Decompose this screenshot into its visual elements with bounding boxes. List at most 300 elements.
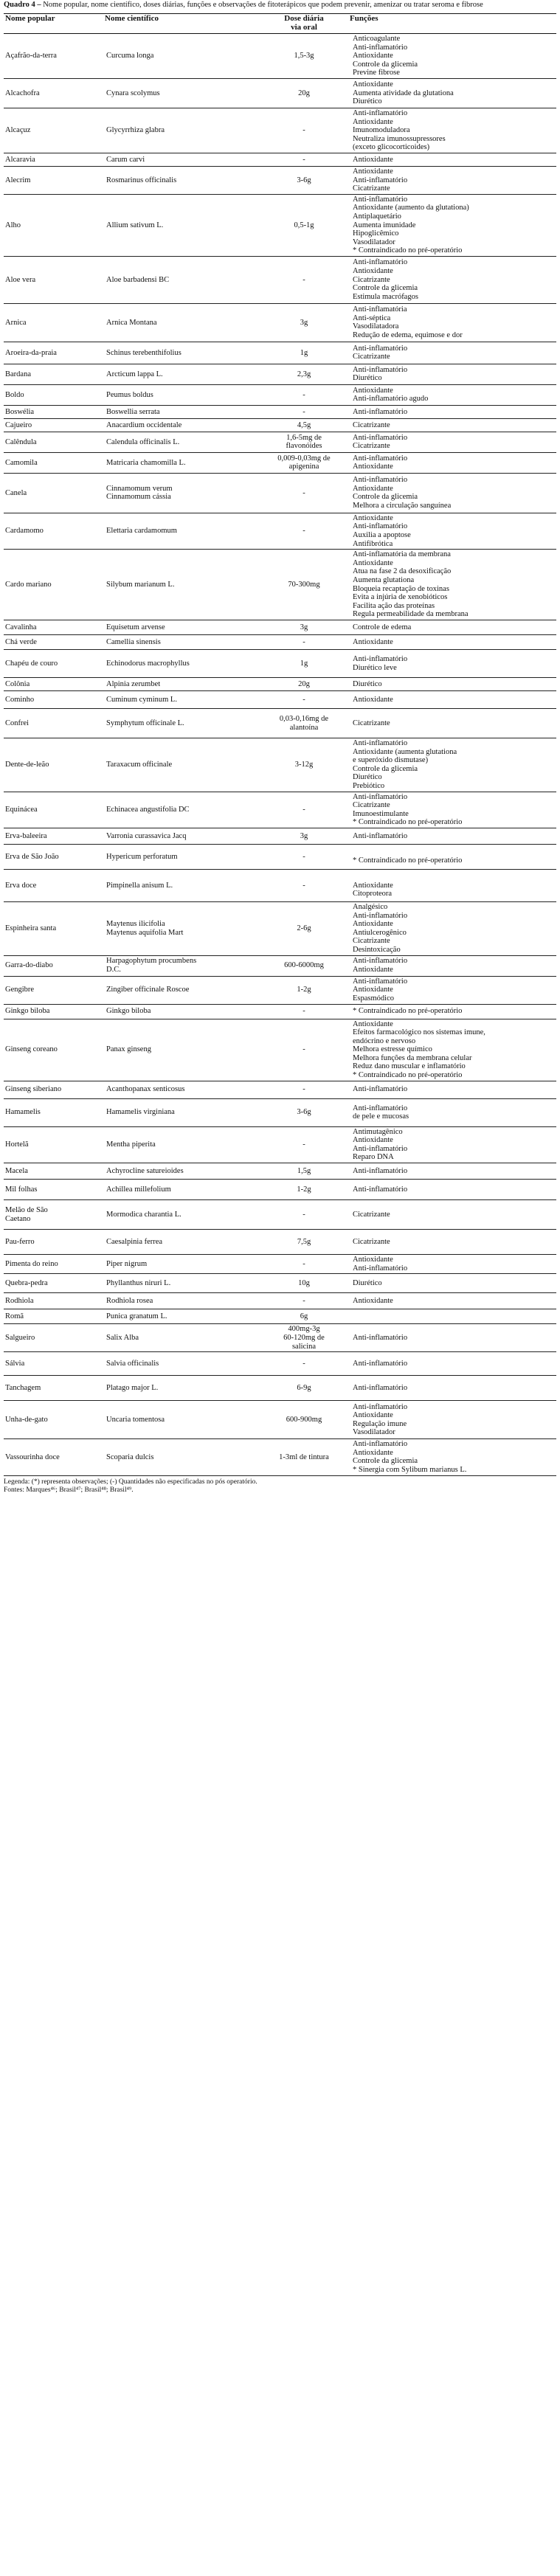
popular-name-line: Boldo bbox=[5, 390, 24, 399]
table-row bbox=[4, 384, 556, 405]
popular-name-cell bbox=[4, 452, 103, 473]
daily-dose-cell bbox=[260, 955, 348, 976]
table-row bbox=[4, 955, 556, 976]
header-daily-dose bbox=[260, 14, 348, 34]
functions-cell bbox=[348, 650, 556, 678]
scientific-name-cell bbox=[103, 1163, 260, 1180]
functions-cell bbox=[348, 166, 556, 194]
functions-line: Efeitos farmacológico nos sistemas imune, bbox=[353, 1028, 485, 1037]
popular-name-line: Pau-ferro bbox=[5, 1237, 35, 1246]
functions-line: Cicatrizante bbox=[353, 420, 390, 429]
functions-cell bbox=[348, 1352, 556, 1376]
scientific-name-cell bbox=[103, 635, 260, 650]
daily-dose-cell bbox=[260, 432, 348, 452]
functions-line: Antioxidante bbox=[353, 167, 393, 176]
popular-name-line: Romã bbox=[5, 1312, 24, 1320]
daily-dose-cell bbox=[260, 78, 348, 108]
functions-cell bbox=[348, 1081, 556, 1098]
functions-line: Antioxidante (aumenta glutationa bbox=[353, 747, 457, 756]
functions-cell bbox=[348, 194, 556, 256]
scientific-name-line: Cinnamomum cássia bbox=[106, 493, 171, 502]
popular-name-line: Garra-do-diabo bbox=[5, 961, 53, 970]
table-row bbox=[4, 1126, 556, 1163]
functions-line: Controle da glicemia bbox=[353, 284, 418, 293]
scientific-name-cell bbox=[103, 1126, 260, 1163]
table-row bbox=[4, 1324, 556, 1352]
functions-cell bbox=[348, 792, 556, 828]
table-row bbox=[4, 1163, 556, 1180]
popular-name-line: Ginseng coreano bbox=[5, 1045, 58, 1054]
daily-dose-cell bbox=[260, 650, 348, 678]
functions-line: Anti-inflamatório bbox=[353, 1359, 408, 1368]
table-row bbox=[4, 792, 556, 828]
functions-line: Anti-inflamatório bbox=[353, 195, 408, 204]
popular-name-cell bbox=[4, 303, 103, 342]
table-row bbox=[4, 153, 556, 166]
functions-cell bbox=[348, 1163, 556, 1180]
scientific-name-cell bbox=[103, 1274, 260, 1293]
functions-line: Anti-inflamatório bbox=[353, 108, 408, 117]
popular-name-line: Alho bbox=[5, 221, 21, 229]
functions-cell bbox=[348, 256, 556, 303]
daily-dose-line: - bbox=[303, 1210, 305, 1219]
scientific-name-cell bbox=[103, 1019, 260, 1081]
scientific-name-line: Calendula officinalis L. bbox=[106, 437, 180, 446]
scientific-name-line: Glycyrrhiza glabra bbox=[106, 126, 165, 135]
scientific-name-cell bbox=[103, 869, 260, 901]
functions-cell bbox=[348, 678, 556, 691]
daily-dose-line: 1g bbox=[300, 659, 308, 668]
scientific-name-line: Boswellia serrata bbox=[106, 407, 160, 416]
daily-dose-line: - bbox=[303, 1296, 305, 1305]
table-row bbox=[4, 1352, 556, 1376]
scientific-name-cell bbox=[103, 194, 260, 256]
scientific-name-line: Achyrocline satureioides bbox=[106, 1166, 184, 1175]
caption-label: Quadro 4 – bbox=[4, 1, 41, 9]
scientific-name-cell bbox=[103, 1324, 260, 1352]
daily-dose-line: 1,6-5mg de bbox=[286, 433, 322, 442]
popular-name-line: Alecrim bbox=[5, 176, 31, 184]
scientific-name-cell bbox=[103, 1098, 260, 1126]
scientific-name-line: Maytenus ilicifolia bbox=[106, 920, 165, 929]
daily-dose-cell bbox=[260, 418, 348, 432]
scientific-name-line: Allium sativum L. bbox=[106, 221, 164, 229]
daily-dose-line: - bbox=[303, 1085, 305, 1094]
table-row bbox=[4, 1081, 556, 1098]
scientific-name-line: Matricaria chamomilla L. bbox=[106, 458, 186, 467]
popular-name-line: Bardana bbox=[5, 370, 31, 378]
popular-name-cell bbox=[4, 1274, 103, 1293]
functions-cell bbox=[348, 976, 556, 1004]
functions-line: Hipoglicêmico bbox=[353, 229, 399, 238]
functions-line: Redução de edema, equimose e dor bbox=[353, 330, 463, 339]
functions-line: Aumenta imunidade bbox=[353, 221, 416, 229]
daily-dose-line: alantoína bbox=[289, 723, 319, 732]
functions-line: * Contraindicado no pré-operatório bbox=[353, 246, 463, 255]
table-caption bbox=[4, 0, 556, 10]
functions-line: Antioxidante bbox=[353, 695, 393, 704]
scientific-name-cell bbox=[103, 1004, 260, 1019]
popular-name-cell bbox=[4, 1126, 103, 1163]
popular-name-line: Rodhiola bbox=[5, 1296, 34, 1305]
daily-dose-cell bbox=[260, 1309, 348, 1324]
popular-name-cell bbox=[4, 691, 103, 709]
scientific-name-cell bbox=[103, 901, 260, 955]
daily-dose-cell bbox=[260, 691, 348, 709]
popular-name-cell bbox=[4, 342, 103, 364]
functions-cell bbox=[348, 869, 556, 901]
scientific-name-cell bbox=[103, 384, 260, 405]
table-row bbox=[4, 1255, 556, 1274]
popular-name-cell bbox=[4, 976, 103, 1004]
scientific-name-cell bbox=[103, 828, 260, 844]
daily-dose-cell bbox=[260, 1180, 348, 1200]
daily-dose-line: 1-2g bbox=[297, 1185, 311, 1194]
daily-dose-line: 3g bbox=[300, 831, 308, 840]
functions-line: Controle da glicemia bbox=[353, 60, 418, 69]
daily-dose-line: - bbox=[303, 1045, 305, 1054]
popular-name-cell bbox=[4, 256, 103, 303]
functions-cell bbox=[348, 635, 556, 650]
popular-name-line: Caetano bbox=[5, 1214, 31, 1223]
popular-name-line: Alcachofra bbox=[5, 89, 40, 97]
table-row bbox=[4, 256, 556, 303]
scientific-name-cell bbox=[103, 473, 260, 513]
daily-dose-line: 60-120mg de bbox=[283, 1333, 325, 1342]
functions-line: Antioxidante bbox=[353, 1256, 393, 1264]
functions-line: Antiulcerogênico bbox=[353, 928, 407, 937]
functions-cell bbox=[348, 1274, 556, 1293]
functions-line: Antimutagênico bbox=[353, 1127, 403, 1136]
functions-line: Neutraliza imunossupressores bbox=[353, 134, 446, 143]
table-row bbox=[4, 1293, 556, 1309]
functions-line: Vasodilatador bbox=[353, 1428, 395, 1437]
daily-dose-cell bbox=[260, 635, 348, 650]
daily-dose-cell bbox=[260, 166, 348, 194]
scientific-name-line: Arcticum lappa L. bbox=[106, 370, 163, 378]
functions-line: Antioxidante bbox=[353, 1136, 393, 1145]
functions-cell bbox=[348, 691, 556, 709]
daily-dose-line: - bbox=[303, 126, 305, 135]
popular-name-line: Dente-de-leão bbox=[5, 760, 49, 769]
scientific-name-cell bbox=[103, 1401, 260, 1439]
functions-line: Diurético leve bbox=[353, 663, 397, 672]
scientific-name-cell bbox=[103, 1081, 260, 1098]
scientific-name-line: Mormodica charantia L. bbox=[106, 1210, 182, 1219]
daily-dose-cell bbox=[260, 1004, 348, 1019]
popular-name-line: Cardo mariano bbox=[5, 580, 52, 589]
functions-line: Melhora estresse químico bbox=[353, 1045, 432, 1054]
functions-cell bbox=[348, 1019, 556, 1081]
daily-dose-line: - bbox=[303, 527, 305, 536]
functions-cell bbox=[348, 1004, 556, 1019]
functions-line: Anti-inflamatório bbox=[353, 1402, 408, 1411]
functions-cell bbox=[348, 1200, 556, 1230]
functions-line: Anti-inflamatório bbox=[353, 1383, 408, 1392]
functions-cell bbox=[348, 1230, 556, 1255]
scientific-name-line: Rodhiola rosea bbox=[106, 1296, 153, 1305]
header-functions: Funções bbox=[348, 14, 556, 34]
table-row bbox=[4, 550, 556, 620]
popular-name-cell bbox=[4, 1098, 103, 1126]
functions-line: Anti-inflamatório bbox=[353, 522, 408, 531]
popular-name-cell bbox=[4, 678, 103, 691]
popular-name-line: Erva doce bbox=[5, 881, 37, 890]
scientific-name-cell bbox=[103, 792, 260, 828]
popular-name-cell bbox=[4, 955, 103, 976]
functions-cell bbox=[348, 513, 556, 549]
scientific-name-line: Echinodorus macrophyllus bbox=[106, 659, 190, 668]
functions-cell bbox=[348, 364, 556, 384]
scientific-name-line: Hypericum perforatum bbox=[106, 852, 178, 861]
functions-line: * Contraindicado no pré-operatório bbox=[353, 1071, 463, 1080]
scientific-name-cell bbox=[103, 166, 260, 194]
scientific-name-line: Maytenus aquifolia Mart bbox=[106, 928, 184, 937]
functions-line: endócrino e nervoso bbox=[353, 1036, 416, 1045]
scientific-name-line: Ginkgo biloba bbox=[106, 1007, 151, 1016]
daily-dose-line: 10g bbox=[298, 1278, 310, 1287]
functions-cell bbox=[348, 1439, 556, 1475]
scientific-name-line: Elettaria cardamomum bbox=[106, 527, 177, 536]
table-legend bbox=[4, 1478, 556, 1495]
popular-name-cell bbox=[4, 650, 103, 678]
functions-cell bbox=[348, 1324, 556, 1352]
functions-line: Anti-inflamatória bbox=[353, 305, 407, 314]
popular-name-line: Gengibre bbox=[5, 986, 35, 994]
popular-name-line: Boswélia bbox=[5, 407, 35, 416]
functions-line: Controle da glicemia bbox=[353, 493, 418, 502]
functions-line: Cicatrizante bbox=[353, 1237, 390, 1246]
functions-line: Anti-inflamatório bbox=[353, 258, 408, 267]
functions-line: Imunoestimulante bbox=[353, 809, 409, 818]
functions-line: Aumenta glutationa bbox=[353, 576, 415, 585]
functions-line: Controle da glicemia bbox=[353, 1457, 418, 1466]
scientific-name-line: Schinus terebenthifolius bbox=[106, 348, 182, 357]
functions-cell bbox=[348, 418, 556, 432]
popular-name-cell bbox=[4, 901, 103, 955]
functions-line: Antioxidante bbox=[353, 463, 393, 471]
popular-name-cell bbox=[4, 432, 103, 452]
functions-line: Anti-inflamatório bbox=[353, 43, 408, 52]
scientific-name-cell bbox=[103, 418, 260, 432]
functions-cell bbox=[348, 1309, 556, 1324]
popular-name-line: Vassourinha doce bbox=[5, 1453, 60, 1461]
scientific-name-line: Curcuma longa bbox=[106, 52, 154, 60]
functions-line: Auxilia a apoptose bbox=[353, 531, 411, 540]
daily-dose-line: 2-6g bbox=[297, 924, 311, 932]
scientific-name-cell bbox=[103, 1293, 260, 1309]
scientific-name-cell bbox=[103, 678, 260, 691]
daily-dose-cell bbox=[260, 738, 348, 792]
daily-dose-line: 6-9g bbox=[297, 1383, 311, 1392]
table-row bbox=[4, 405, 556, 418]
table-row bbox=[4, 691, 556, 709]
popular-name-cell bbox=[4, 792, 103, 828]
popular-name-cell bbox=[4, 828, 103, 844]
scientific-name-line: Varronia curassavica Jacq bbox=[106, 831, 187, 840]
functions-line: Anti-inflamatório bbox=[353, 1185, 408, 1194]
functions-line: Cicatrizante bbox=[353, 442, 390, 451]
daily-dose-line: - bbox=[303, 488, 305, 497]
scientific-name-cell bbox=[103, 78, 260, 108]
scientific-name-line: Camellia sinensis bbox=[106, 637, 161, 646]
table-row bbox=[4, 418, 556, 432]
scientific-name-cell bbox=[103, 153, 260, 166]
functions-cell bbox=[348, 303, 556, 342]
functions-cell bbox=[348, 901, 556, 955]
scientific-name-line: D.C. bbox=[106, 966, 121, 974]
daily-dose-cell bbox=[260, 844, 348, 869]
functions-line: Diurético bbox=[353, 679, 382, 688]
scientific-name-cell bbox=[103, 513, 260, 549]
daily-dose-line: 70-300mg bbox=[288, 580, 320, 589]
functions-line: Previne fibrose bbox=[353, 69, 400, 77]
popular-name-cell bbox=[4, 384, 103, 405]
daily-dose-cell bbox=[260, 1324, 348, 1352]
functions-cell bbox=[348, 1401, 556, 1439]
table-row bbox=[4, 844, 556, 869]
daily-dose-cell bbox=[260, 1352, 348, 1376]
popular-name-line: Arnica bbox=[5, 318, 27, 327]
scientific-name-cell bbox=[103, 256, 260, 303]
popular-name-cell bbox=[4, 1324, 103, 1352]
daily-dose-line: 1g bbox=[300, 348, 308, 357]
scientific-name-line: Aloe barbadensi BC bbox=[106, 275, 170, 284]
daily-dose-line: 20g bbox=[298, 89, 310, 97]
scientific-name-cell bbox=[103, 108, 260, 153]
popular-name-cell bbox=[4, 153, 103, 166]
popular-name-cell bbox=[4, 1293, 103, 1309]
header-popular-name: Nome popular bbox=[4, 14, 103, 34]
table-row bbox=[4, 976, 556, 1004]
functions-line: Desintoxicação bbox=[353, 945, 401, 954]
popular-name-line: Tanchagem bbox=[5, 1383, 41, 1392]
daily-dose-cell bbox=[260, 452, 348, 473]
functions-line: Anti-inflamatório bbox=[353, 1166, 408, 1175]
scientific-name-line: Achillea millefolium bbox=[106, 1185, 171, 1194]
functions-line: Antioxidante bbox=[353, 52, 393, 60]
daily-dose-line: 3-6g bbox=[297, 1108, 311, 1117]
daily-dose-line: apigenina bbox=[288, 463, 319, 471]
functions-line: Regulação imune bbox=[353, 1419, 407, 1428]
functions-line: Diurético bbox=[353, 374, 382, 383]
table-row bbox=[4, 364, 556, 384]
popular-name-line: Calêndula bbox=[5, 437, 37, 446]
functions-line: Anti-inflamatório agudo bbox=[353, 395, 429, 404]
daily-dose-cell bbox=[260, 1098, 348, 1126]
daily-dose-line: 1-3ml de tintura bbox=[279, 1453, 329, 1461]
daily-dose-cell bbox=[260, 384, 348, 405]
functions-cell bbox=[348, 153, 556, 166]
functions-line: Anti-inflamatório bbox=[353, 344, 408, 353]
scientific-name-cell bbox=[103, 550, 260, 620]
scientific-name-line: Arnica Montana bbox=[106, 318, 157, 327]
scientific-name-cell bbox=[103, 650, 260, 678]
functions-line: Anti-inflamatório bbox=[353, 792, 408, 801]
daily-dose-cell bbox=[260, 550, 348, 620]
scientific-name-cell bbox=[103, 691, 260, 709]
popular-name-cell bbox=[4, 194, 103, 256]
legend-text: Legenda: (*) representa observações; (-) Quantidades não especificadas no pós operatório. bbox=[4, 1478, 257, 1486]
functions-line: Analgésico bbox=[353, 902, 388, 911]
functions-line: Atua na fase 2 da desoxificação bbox=[353, 567, 452, 576]
daily-dose-line: - bbox=[303, 275, 305, 284]
daily-dose-cell bbox=[260, 792, 348, 828]
table-row bbox=[4, 1180, 556, 1200]
table-row bbox=[4, 1230, 556, 1255]
functions-line: Anti-inflamatório bbox=[353, 831, 408, 840]
popular-name-cell bbox=[4, 1081, 103, 1098]
scientific-name-line: Salvia officinalis bbox=[106, 1359, 159, 1368]
functions-line: Antioxidante bbox=[353, 386, 393, 395]
scientific-name-line: Hamamelis virginiana bbox=[106, 1108, 175, 1117]
daily-dose-cell bbox=[260, 1293, 348, 1309]
functions-line: Antioxidante bbox=[353, 266, 393, 275]
functions-cell bbox=[348, 34, 556, 79]
scientific-name-cell bbox=[103, 620, 260, 635]
popular-name-cell bbox=[4, 635, 103, 650]
functions-line bbox=[353, 1312, 555, 1321]
functions-line: Anti-inflamatório bbox=[353, 454, 408, 463]
daily-dose-line: - bbox=[303, 637, 305, 646]
daily-dose-line: - bbox=[303, 695, 305, 704]
scientific-name-line: Zingiber officinale Roscoe bbox=[106, 986, 190, 994]
functions-line: Antioxidante bbox=[353, 881, 393, 890]
daily-dose-line: - bbox=[303, 1359, 305, 1368]
functions-line: Anti-inflamatório bbox=[353, 176, 408, 184]
scientific-name-line: Anacardium occidentale bbox=[106, 420, 182, 429]
daily-dose-cell bbox=[260, 108, 348, 153]
header-scientific-name: Nome científico bbox=[103, 14, 260, 34]
popular-name-cell bbox=[4, 513, 103, 549]
scientific-name-cell bbox=[103, 844, 260, 869]
functions-line: Antioxidante bbox=[353, 1019, 393, 1028]
daily-dose-cell bbox=[260, 1126, 348, 1163]
scientific-name-line: Silybum marianum L. bbox=[106, 580, 175, 589]
table-row bbox=[4, 635, 556, 650]
functions-cell bbox=[348, 828, 556, 844]
popular-name-line: Chapéu de couro bbox=[5, 659, 58, 668]
popular-name-cell bbox=[4, 34, 103, 79]
functions-line: Cicatrizante bbox=[353, 719, 390, 727]
scientific-name-line: Uncaria tomentosa bbox=[106, 1415, 165, 1424]
functions-line: Anti-inflamatório bbox=[353, 911, 408, 920]
popular-name-line: Salgueiro bbox=[5, 1333, 35, 1342]
functions-line: Facilita ação das proteínas bbox=[353, 601, 435, 610]
popular-name-line: Hortelã bbox=[5, 1140, 29, 1149]
functions-line: Antioxidante bbox=[353, 80, 393, 89]
popular-name-line: Cominho bbox=[5, 695, 35, 704]
scientific-name-cell bbox=[103, 1200, 260, 1230]
daily-dose-cell bbox=[260, 1019, 348, 1081]
popular-name-cell bbox=[4, 1230, 103, 1255]
scientific-name-line: Acanthopanax senticosus bbox=[106, 1085, 185, 1094]
scientific-name-cell bbox=[103, 303, 260, 342]
popular-name-line: Açafrão-da-terra bbox=[5, 52, 57, 60]
table-row bbox=[4, 1004, 556, 1019]
functions-line: Controle de edema bbox=[353, 623, 412, 631]
daily-dose-cell bbox=[260, 1163, 348, 1180]
functions-line: Evita a injúria de xenobióticos bbox=[353, 593, 448, 602]
popular-name-line: Ginkgo biloba bbox=[5, 1007, 50, 1016]
popular-name-line: Camomila bbox=[5, 458, 38, 467]
functions-line: * Contraindicado no pré-operatório bbox=[353, 856, 463, 865]
daily-dose-line: 0,03-0,16mg de bbox=[279, 714, 329, 723]
functions-cell bbox=[348, 405, 556, 418]
scientific-name-line: Punica granatum L. bbox=[106, 1312, 167, 1320]
table-row bbox=[4, 1376, 556, 1401]
popular-name-line: Hamamelis bbox=[5, 1108, 41, 1117]
